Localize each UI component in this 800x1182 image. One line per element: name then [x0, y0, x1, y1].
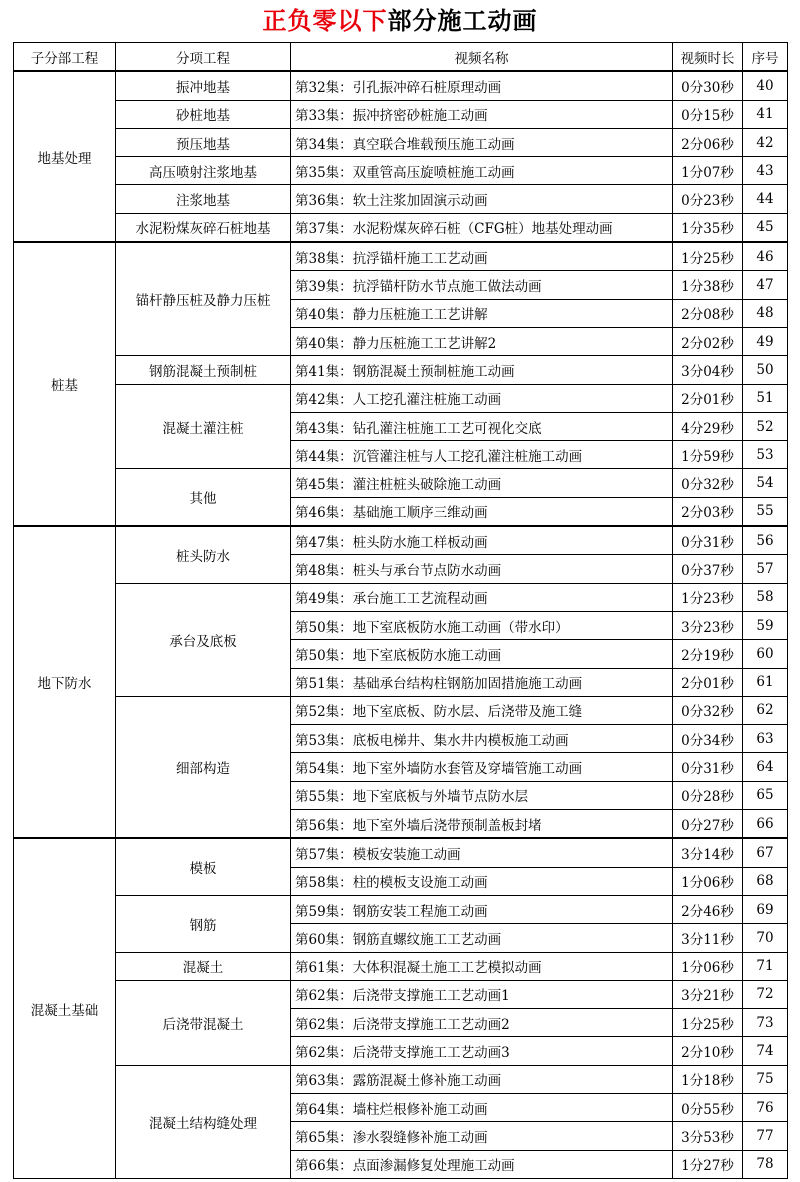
table-row — [14, 469, 788, 497]
video-title: 底板电梯井、集水井内模板施工动画 — [352, 732, 569, 749]
episode-label: 第37集： — [295, 221, 353, 238]
duration-cell: 0分23秒 — [673, 185, 743, 213]
duration-cell: 2分01秒 — [673, 668, 743, 696]
video-title: 钢筋安装工程施工动画 — [352, 903, 488, 920]
table-row — [14, 213, 788, 242]
episode-label: 第59集： — [295, 903, 353, 920]
video-title: 软土注浆加固演示动画 — [352, 193, 488, 210]
episode-label: 第34集： — [295, 136, 353, 153]
video-name-cell — [291, 469, 673, 497]
item-cell: 承台及底板 — [116, 583, 291, 696]
episode-label: 第58集： — [295, 875, 353, 892]
video-title: 双重管高压旋喷桩施工动画 — [352, 164, 515, 181]
number-cell: 62 — [743, 696, 788, 724]
table-row — [14, 980, 788, 1008]
table-row — [14, 100, 788, 128]
number-cell: 65 — [743, 781, 788, 809]
item-cell: 桩头防水 — [116, 526, 291, 583]
number-cell: 54 — [743, 469, 788, 497]
video-title: 静力压桩施工工艺讲解 — [352, 307, 488, 324]
header-item: 分项工程 — [116, 43, 291, 72]
table-row — [14, 895, 788, 923]
duration-cell: 3分11秒 — [673, 924, 743, 952]
number-cell: 55 — [743, 497, 788, 526]
number-cell: 64 — [743, 753, 788, 781]
video-title: 后浇带支撑施工工艺动画2 — [352, 1016, 510, 1033]
number-cell: 77 — [743, 1122, 788, 1150]
number-cell: 68 — [743, 867, 788, 895]
number-cell: 67 — [743, 838, 788, 867]
video-name-cell — [291, 1093, 673, 1121]
duration-cell: 2分19秒 — [673, 640, 743, 668]
episode-label: 第40集： — [295, 307, 353, 324]
number-cell: 76 — [743, 1093, 788, 1121]
table-row — [14, 1065, 788, 1093]
video-title: 地下室底板与外墙节点防水层 — [352, 789, 529, 806]
video-name-cell — [291, 271, 673, 299]
episode-label: 第44集： — [295, 448, 353, 465]
video-name-cell — [291, 1009, 673, 1037]
number-cell: 52 — [743, 412, 788, 440]
number-cell: 53 — [743, 441, 788, 469]
number-cell: 66 — [743, 810, 788, 839]
video-name-cell — [291, 213, 673, 242]
duration-cell: 3分53秒 — [673, 1122, 743, 1150]
episode-label: 第55集： — [295, 789, 353, 806]
duration-cell: 1分23秒 — [673, 583, 743, 611]
table-body — [14, 71, 788, 1178]
video-title: 桩头防水施工样板动画 — [352, 534, 488, 551]
episode-label: 第32集： — [295, 79, 353, 96]
duration-cell: 1分25秒 — [673, 1009, 743, 1037]
video-title: 基础施工顺序三维动画 — [352, 505, 488, 522]
video-title: 抗浮锚杆防水节点施工做法动画 — [352, 279, 542, 296]
number-cell: 72 — [743, 980, 788, 1008]
duration-cell: 0分32秒 — [673, 469, 743, 497]
video-title: 人工挖孔灌注桩施工动画 — [352, 392, 502, 409]
subdivision-cell: 混凝土基础 — [14, 838, 116, 1178]
video-name-cell — [291, 583, 673, 611]
subdivision-cell: 地下防水 — [14, 526, 116, 838]
table-row — [14, 526, 788, 555]
table-row — [14, 157, 788, 185]
duration-cell: 2分08秒 — [673, 299, 743, 327]
episode-label: 第61集： — [295, 960, 353, 977]
number-cell: 40 — [743, 71, 788, 100]
video-name-cell — [291, 640, 673, 668]
number-cell: 49 — [743, 327, 788, 355]
number-cell: 57 — [743, 555, 788, 583]
video-name-cell — [291, 1065, 673, 1093]
number-cell: 41 — [743, 100, 788, 128]
item-cell: 后浇带混凝土 — [116, 980, 291, 1065]
episode-label: 第62集： — [295, 988, 353, 1005]
table-row — [14, 696, 788, 724]
duration-cell: 3分14秒 — [673, 838, 743, 867]
duration-cell: 1分59秒 — [673, 441, 743, 469]
number-cell: 74 — [743, 1037, 788, 1065]
video-title: 抗浮锚杆施工工艺动画 — [352, 250, 488, 267]
duration-cell: 0分34秒 — [673, 725, 743, 753]
video-name-cell — [291, 810, 673, 839]
video-title: 钢筋直螺纹施工工艺动画 — [352, 931, 502, 948]
episode-label: 第47集： — [295, 534, 353, 551]
table-row — [14, 242, 788, 271]
video-name-cell — [291, 157, 673, 185]
number-cell: 59 — [743, 611, 788, 639]
item-cell: 预压地基 — [116, 128, 291, 156]
video-title: 渗水裂缝修补施工动画 — [352, 1129, 488, 1146]
episode-label: 第46集： — [295, 505, 353, 522]
episode-label: 第64集： — [295, 1101, 353, 1118]
episode-label: 第50集： — [295, 647, 353, 664]
number-cell: 42 — [743, 128, 788, 156]
episode-label: 第52集： — [295, 704, 353, 721]
video-title: 后浇带支撑施工工艺动画1 — [352, 988, 510, 1005]
video-name-cell — [291, 980, 673, 1008]
video-name-cell — [291, 71, 673, 100]
duration-cell: 2分01秒 — [673, 384, 743, 412]
duration-cell: 0分55秒 — [673, 1093, 743, 1121]
table-row — [14, 185, 788, 213]
episode-label: 第60集： — [295, 931, 353, 948]
header-video-name: 视频名称 — [291, 43, 673, 72]
number-cell: 63 — [743, 725, 788, 753]
item-cell: 混凝土灌注桩 — [116, 384, 291, 469]
duration-cell: 0分32秒 — [673, 696, 743, 724]
subdivision-cell: 地基处理 — [14, 71, 116, 242]
duration-cell: 2分03秒 — [673, 497, 743, 526]
table-row — [14, 384, 788, 412]
item-cell: 其他 — [116, 469, 291, 526]
video-title: 基础承台结构柱钢筋加固措施施工动画 — [352, 676, 583, 693]
video-title: 模板安装施工动画 — [352, 846, 461, 863]
item-cell: 混凝土结构缝处理 — [116, 1065, 291, 1178]
duration-cell: 1分07秒 — [673, 157, 743, 185]
duration-cell: 2分06秒 — [673, 128, 743, 156]
episode-label: 第35集： — [295, 164, 353, 181]
episode-label: 第53集： — [295, 732, 353, 749]
video-name-cell — [291, 952, 673, 980]
episode-label: 第50集： — [295, 619, 353, 636]
table-row — [14, 583, 788, 611]
header-duration: 视频时长 — [673, 43, 743, 72]
number-cell: 50 — [743, 356, 788, 384]
item-cell: 细部构造 — [116, 696, 291, 838]
number-cell: 56 — [743, 526, 788, 555]
page-title-black: 部分施工动画 — [387, 7, 538, 35]
duration-cell: 0分31秒 — [673, 526, 743, 555]
item-cell: 钢筋 — [116, 895, 291, 952]
duration-cell: 4分29秒 — [673, 412, 743, 440]
video-name-cell — [291, 299, 673, 327]
video-name-cell — [291, 1037, 673, 1065]
video-name-cell — [291, 356, 673, 384]
episode-label: 第43集： — [295, 420, 353, 437]
video-title: 振冲挤密砂桩施工动画 — [352, 108, 488, 125]
subdivision-cell: 桩基 — [14, 242, 116, 526]
number-cell: 43 — [743, 157, 788, 185]
duration-cell: 0分15秒 — [673, 100, 743, 128]
duration-cell: 2分10秒 — [673, 1037, 743, 1065]
video-title: 柱的模板支设施工动画 — [352, 875, 488, 892]
item-cell: 高压喷射注浆地基 — [116, 157, 291, 185]
video-title: 灌注桩桩头破除施工动画 — [352, 477, 502, 494]
video-title: 钢筋混凝土预制桩施工动画 — [352, 363, 515, 380]
episode-label: 第40集： — [295, 335, 353, 352]
number-cell: 47 — [743, 271, 788, 299]
episode-label: 第62集： — [295, 1045, 353, 1062]
video-title: 桩头与承台节点防水动画 — [352, 562, 502, 579]
video-name-cell — [291, 185, 673, 213]
video-name-cell — [291, 441, 673, 469]
duration-cell: 1分06秒 — [673, 867, 743, 895]
number-cell: 75 — [743, 1065, 788, 1093]
number-cell: 44 — [743, 185, 788, 213]
video-title: 墙柱烂根修补施工动画 — [352, 1101, 488, 1118]
duration-cell: 1分18秒 — [673, 1065, 743, 1093]
video-name-cell — [291, 384, 673, 412]
video-title: 地下室外墙后浇带预制盖板封堵 — [352, 817, 542, 834]
duration-cell: 1分25秒 — [673, 242, 743, 271]
duration-cell: 0分28秒 — [673, 781, 743, 809]
table-row — [14, 952, 788, 980]
video-title: 承台施工工艺流程动画 — [352, 591, 488, 608]
video-title: 真空联合堆载预压施工动画 — [352, 136, 515, 153]
duration-cell: 2分46秒 — [673, 895, 743, 923]
item-cell: 模板 — [116, 838, 291, 895]
episode-label: 第36集： — [295, 193, 353, 210]
video-title: 地下室底板防水施工动画 — [352, 647, 502, 664]
table-row — [14, 356, 788, 384]
video-name-cell — [291, 242, 673, 271]
duration-cell: 1分38秒 — [673, 271, 743, 299]
item-cell: 砂桩地基 — [116, 100, 291, 128]
number-cell: 71 — [743, 952, 788, 980]
video-name-cell — [291, 497, 673, 526]
episode-label: 第54集： — [295, 761, 353, 778]
video-title: 点面渗漏修复处理施工动画 — [352, 1158, 515, 1175]
video-name-cell — [291, 781, 673, 809]
item-cell: 水泥粉煤灰碎石桩地基 — [116, 213, 291, 242]
episode-label: 第49集： — [295, 591, 353, 608]
duration-cell: 3分21秒 — [673, 980, 743, 1008]
episode-label: 第45集： — [295, 477, 353, 494]
item-cell: 注浆地基 — [116, 185, 291, 213]
video-name-cell — [291, 100, 673, 128]
episode-label: 第48集： — [295, 562, 353, 579]
video-name-cell — [291, 526, 673, 555]
video-title: 后浇带支撑施工工艺动画3 — [352, 1045, 510, 1062]
table-row — [14, 71, 788, 100]
animation-table — [13, 42, 788, 1179]
video-title: 大体积混凝土施工工艺模拟动画 — [352, 960, 542, 977]
item-cell: 振冲地基 — [116, 71, 291, 100]
episode-label: 第42集： — [295, 392, 353, 409]
header-subdivision: 子分部工程 — [14, 43, 116, 72]
duration-cell: 0分31秒 — [673, 753, 743, 781]
episode-label: 第33集： — [295, 108, 353, 125]
number-cell: 73 — [743, 1009, 788, 1037]
video-name-cell — [291, 838, 673, 867]
video-title: 地下室外墙防水套管及穿墙管施工动画 — [352, 761, 583, 778]
video-name-cell — [291, 753, 673, 781]
table-header-row — [14, 43, 788, 72]
number-cell: 58 — [743, 583, 788, 611]
episode-label: 第41集： — [295, 363, 353, 380]
video-title: 露筋混凝土修补施工动画 — [352, 1073, 502, 1090]
episode-label: 第62集： — [295, 1016, 353, 1033]
number-cell: 61 — [743, 668, 788, 696]
video-name-cell — [291, 867, 673, 895]
duration-cell: 1分35秒 — [673, 213, 743, 242]
duration-cell: 0分30秒 — [673, 71, 743, 100]
item-cell: 锚杆静压桩及静力压桩 — [116, 242, 291, 356]
video-name-cell — [291, 555, 673, 583]
duration-cell: 3分04秒 — [673, 356, 743, 384]
number-cell: 78 — [743, 1150, 788, 1178]
episode-label: 第65集： — [295, 1129, 353, 1146]
number-cell: 69 — [743, 895, 788, 923]
video-name-cell — [291, 128, 673, 156]
video-name-cell — [291, 611, 673, 639]
episode-label: 第57集： — [295, 846, 353, 863]
video-name-cell — [291, 895, 673, 923]
video-title: 水泥粉煤灰碎石桩（CFG桩）地基处理动画 — [352, 221, 613, 238]
number-cell: 70 — [743, 924, 788, 952]
number-cell: 60 — [743, 640, 788, 668]
table-row — [14, 128, 788, 156]
number-cell: 51 — [743, 384, 788, 412]
episode-label: 第63集： — [295, 1073, 353, 1090]
episode-label: 第39集： — [295, 279, 353, 296]
video-title: 沉管灌注桩与人工挖孔灌注桩施工动画 — [352, 448, 583, 465]
duration-cell: 3分23秒 — [673, 611, 743, 639]
video-title: 静力压桩施工工艺讲解2 — [352, 335, 497, 352]
number-cell: 48 — [743, 299, 788, 327]
number-cell: 45 — [743, 213, 788, 242]
video-name-cell — [291, 668, 673, 696]
video-name-cell — [291, 1150, 673, 1178]
video-title: 地下室底板防水施工动画（带水印） — [352, 619, 569, 636]
video-title: 钻孔灌注桩施工工艺可视化交底 — [352, 420, 542, 437]
number-cell: 46 — [743, 242, 788, 271]
video-name-cell — [291, 327, 673, 355]
duration-cell: 1分06秒 — [673, 952, 743, 980]
video-name-cell — [291, 924, 673, 952]
video-name-cell — [291, 412, 673, 440]
episode-label: 第38集： — [295, 250, 353, 267]
duration-cell: 0分37秒 — [673, 555, 743, 583]
video-name-cell — [291, 1122, 673, 1150]
page-title — [0, 0, 800, 42]
video-name-cell — [291, 725, 673, 753]
header-number: 序号 — [743, 43, 788, 72]
item-cell: 钢筋混凝土预制桩 — [116, 356, 291, 384]
video-name-cell — [291, 696, 673, 724]
episode-label: 第56集： — [295, 817, 353, 834]
duration-cell: 0分27秒 — [673, 810, 743, 839]
episode-label: 第66集： — [295, 1158, 353, 1175]
video-title: 引孔振冲碎石桩原理动画 — [352, 79, 502, 96]
page-title-red: 正负零以下 — [262, 7, 388, 35]
episode-label: 第51集： — [295, 676, 353, 693]
duration-cell: 2分02秒 — [673, 327, 743, 355]
video-title: 地下室底板、防水层、后浇带及施工缝 — [352, 704, 583, 721]
duration-cell: 1分27秒 — [673, 1150, 743, 1178]
table-row — [14, 838, 788, 867]
item-cell: 混凝土 — [116, 952, 291, 980]
